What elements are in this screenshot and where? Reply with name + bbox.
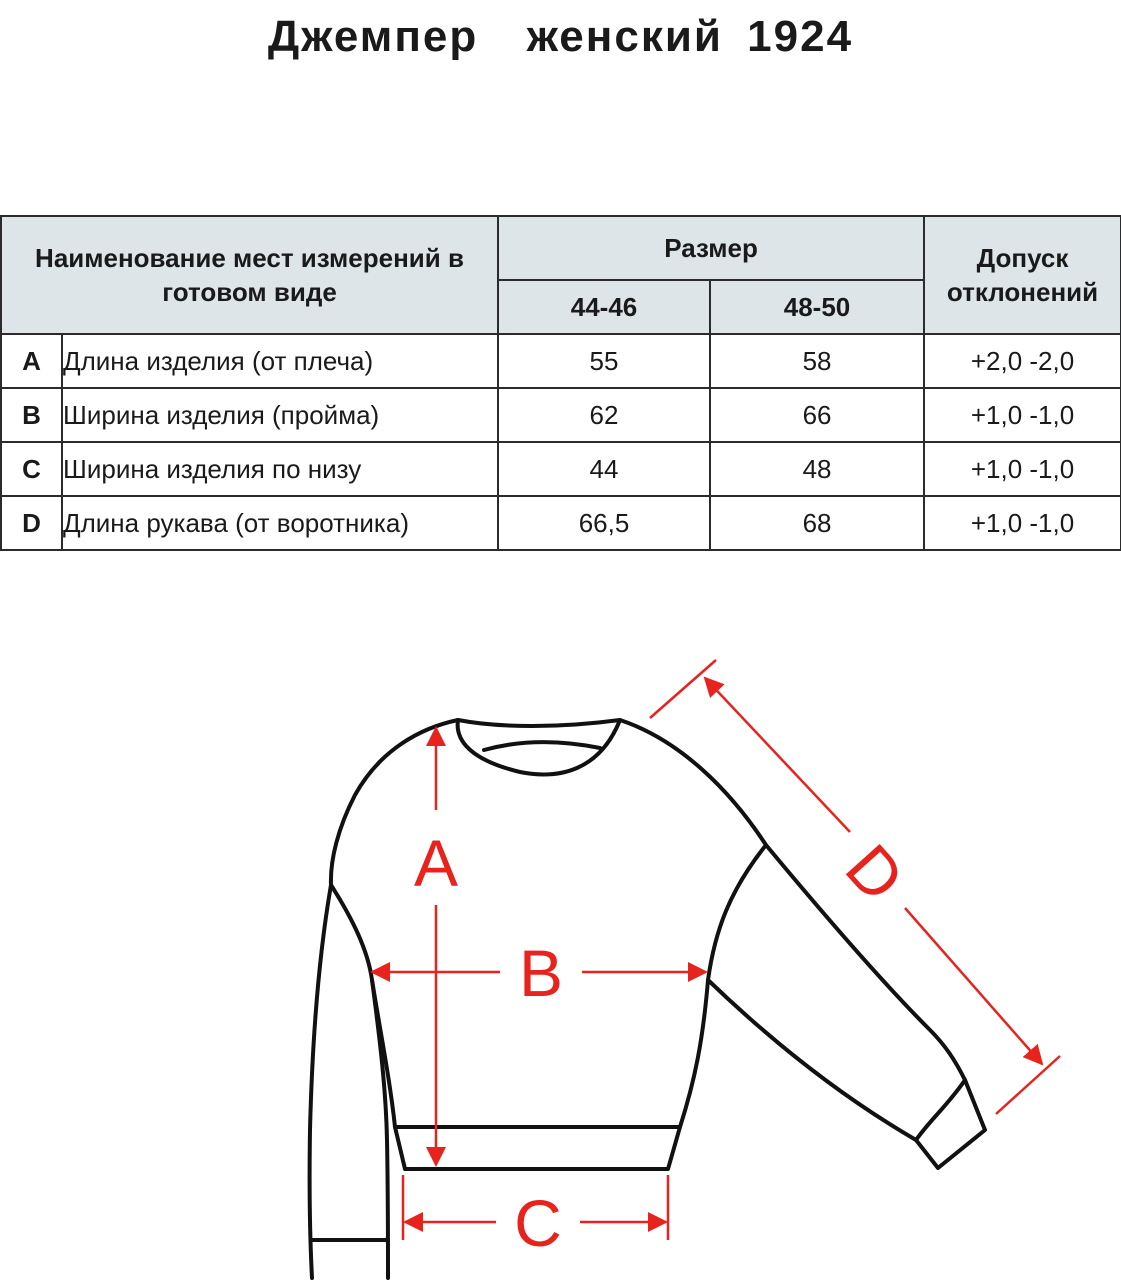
row-value-44-46: 55	[498, 334, 710, 388]
dimension-label-d: D	[831, 830, 919, 916]
dimension-d-lower	[905, 908, 1042, 1064]
table-row	[1, 496, 1121, 550]
sweater-measurement-diagram	[0, 600, 1121, 1280]
row-measurement-name: Длина рукава (от воротника)	[62, 496, 498, 550]
page-title: Джемпер женский 1924	[267, 12, 854, 61]
row-letter: B	[1, 388, 62, 442]
dimension-label-a: A	[413, 826, 459, 900]
table-row	[1, 388, 1121, 442]
row-tolerance: +1,0 -1,0	[924, 442, 1121, 496]
row-value-48-50: 58	[710, 334, 924, 388]
row-measurement-name: Ширина изделия (пройма)	[62, 388, 498, 442]
row-letter: A	[1, 334, 62, 388]
row-value-48-50: 68	[710, 496, 924, 550]
row-measurement-name: Длина изделия (от плеча)	[62, 334, 498, 388]
header-tolerance: Допуск отклонений	[924, 216, 1121, 334]
row-value-44-46: 44	[498, 442, 710, 496]
row-tolerance: +2,0 -2,0	[924, 334, 1121, 388]
row-value-44-46: 66,5	[498, 496, 710, 550]
row-value-44-46: 62	[498, 388, 710, 442]
header-size: Размер	[498, 216, 924, 280]
header-size-44-46: 44-46	[498, 280, 710, 334]
header-measurement-places: Наименование мест измерений в готовом виде	[1, 216, 498, 334]
header-size-48-50: 48-50	[710, 280, 924, 334]
row-value-48-50: 48	[710, 442, 924, 496]
table-row	[1, 442, 1121, 496]
row-letter: C	[1, 442, 62, 496]
dimension-d-extension-top	[650, 660, 716, 718]
dimension-d-upper	[705, 678, 850, 832]
size-table	[0, 215, 1121, 551]
dimension-d-extension-bottom	[996, 1056, 1060, 1114]
row-tolerance: +1,0 -1,0	[924, 388, 1121, 442]
row-value-48-50: 66	[710, 388, 924, 442]
row-measurement-name: Ширина изделия по низу	[62, 442, 498, 496]
dimension-label-c: C	[514, 1186, 562, 1260]
dimension-label-b: B	[518, 936, 564, 1010]
table-row	[1, 334, 1121, 388]
sweater-outline	[310, 720, 985, 1278]
row-letter: D	[1, 496, 62, 550]
row-tolerance: +1,0 -1,0	[924, 496, 1121, 550]
